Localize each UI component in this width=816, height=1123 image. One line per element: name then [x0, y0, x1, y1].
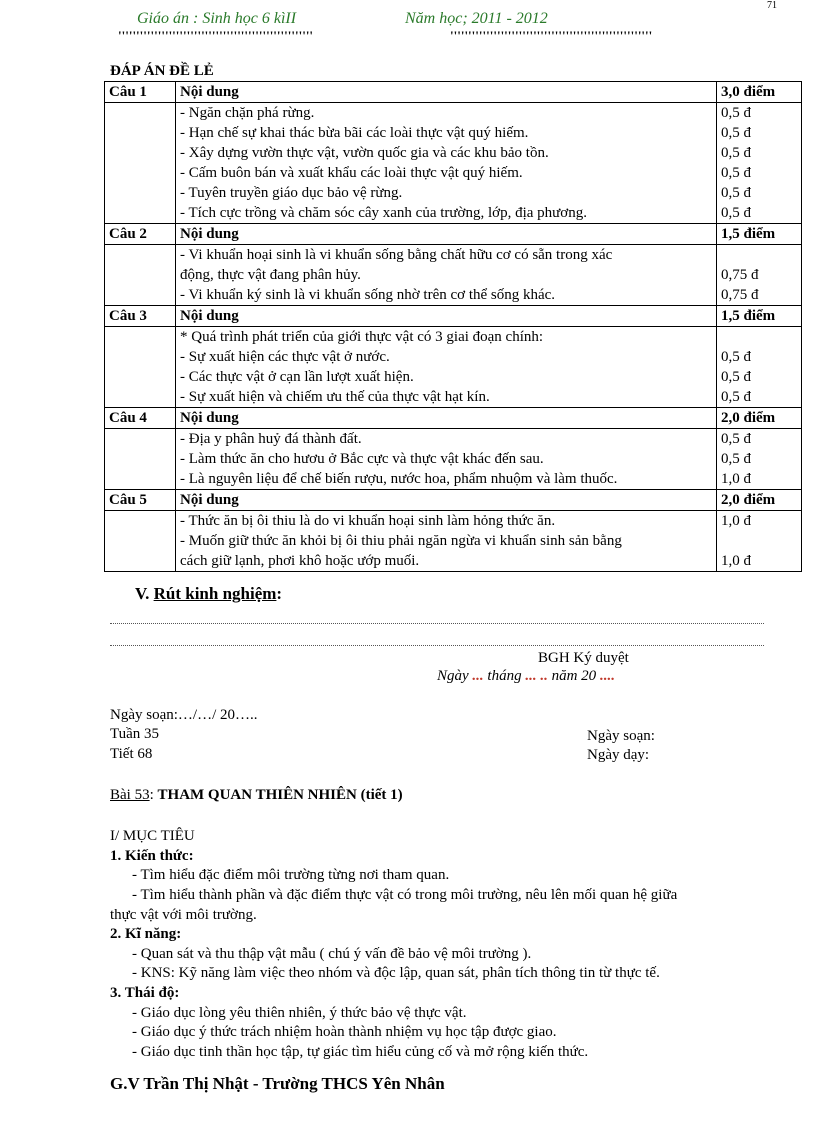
answer-scores	[717, 245, 802, 306]
answer-score: 0,5 đ	[721, 431, 751, 447]
skills-item: - Quan sát và thu thập vật mẫu ( chú ý vấn đề bảo vệ môi trường ).	[132, 946, 532, 962]
answer-line: - Vi khuẩn hoại sinh là vi khuẩn sống bằng chất hữu cơ có sẵn trong xác	[180, 247, 613, 263]
answer-score: 0,5 đ	[721, 369, 751, 385]
answer-line: - Muốn giữ thức ăn khỏi bị ôi thiu phải ngăn ngừa vi khuẩn sinh sản bằng	[180, 533, 622, 549]
question-total-score: 2,0 điểm	[717, 408, 802, 429]
date-year-dots: ....	[599, 668, 615, 684]
page-number: 71	[767, 0, 777, 11]
question-header-row	[105, 306, 802, 327]
content-header: Nội dung	[176, 306, 717, 327]
answer-line: - Cấm buôn bán và xuất khẩu các loài thực vật quý hiếm.	[180, 165, 523, 181]
answer-score: 0,5 đ	[721, 145, 751, 161]
header-subject: Giáo án : Sinh học 6 kìII	[137, 10, 297, 27]
question-label: Câu 5	[105, 490, 176, 511]
skills-heading: 2. Kĩ năng:	[110, 926, 182, 942]
answer-score: 0,75 đ	[721, 287, 759, 303]
answer-line: - Xây dựng vườn thực vật, vườn quốc gia và các khu bảo tồn.	[180, 145, 549, 161]
objectives-heading: I/ MỤC TIÊU	[110, 828, 195, 844]
header-school-year: Năm học; 2011 - 2012	[405, 10, 548, 27]
answer-line: - Tuyên truyền giáo dục bảo vệ rừng.	[180, 185, 403, 201]
answer-score: 0,5 đ	[721, 105, 751, 121]
answer-score: 0,5 đ	[721, 185, 751, 201]
tiet: Tiết 68	[110, 746, 153, 762]
empty-cell	[105, 429, 176, 490]
lesson-label: Bài 53	[110, 787, 150, 803]
answer-line: - Sự xuất hiện và chiếm ưu thế của thực vật hạt kín.	[180, 389, 490, 405]
attitude-item: - Giáo dục tinh thần học tập, tự giác tìm hiểu củng cố và mở rộng kiến thức.	[132, 1044, 589, 1060]
answer-score: 0,5 đ	[721, 451, 751, 467]
question-total-score: 1,5 điểm	[717, 306, 802, 327]
answer-score: 0,75 đ	[721, 267, 759, 283]
answer-lines	[176, 327, 717, 408]
ngay-soan-top: Ngày soạn:…/…/ 20…..	[110, 707, 258, 723]
answer-score: 1,0 đ	[721, 553, 751, 569]
question-total-score: 1,5 điểm	[717, 224, 802, 245]
approval-date	[437, 668, 615, 685]
section-v-heading	[135, 584, 282, 604]
answer-line: động, thực vật đang phân hủy.	[180, 267, 361, 283]
answer-score: 0,5 đ	[721, 165, 751, 181]
question-header-row	[105, 82, 802, 103]
knowledge-item: thực vật với môi trường.	[110, 907, 257, 923]
skills-item: - KNS: Kỹ năng làm việc theo nhóm và độc lập, quan sát, phân tích thông tin từ thực tế.	[132, 965, 660, 981]
answer-line: - Hạn chế sự khai thác bừa bãi các loài thực vật quý hiếm.	[180, 125, 529, 141]
answer-scores	[717, 327, 802, 408]
dotted-line	[110, 623, 764, 624]
answer-score	[721, 327, 797, 347]
answer-line: - Thức ăn bị ôi thiu là do vi khuẩn hoại sinh làm hỏng thức ăn.	[180, 513, 556, 529]
content-header: Nội dung	[176, 82, 717, 103]
tuan: Tuần 35	[110, 726, 160, 742]
answer-score	[721, 245, 797, 265]
answer-line: cách giữ lạnh, phơi khô hoặc ướp muối.	[180, 553, 420, 569]
question-content-row	[105, 245, 802, 306]
header-dots-right: ''''''''''''''''''''''''''''''''''''''''''''''''''''''''	[450, 28, 653, 43]
header-dots-left: ''''''''''''''''''''''''''''''''''''''''''''''''''''''	[118, 28, 314, 43]
lesson-sep: :	[149, 787, 158, 803]
attitude-item: - Giáo dục lòng yêu thiên nhiên, ý thức bảo vệ thực vật.	[132, 1005, 467, 1021]
question-content-row	[105, 429, 802, 490]
date-month-label: tháng	[483, 668, 526, 684]
question-content-row	[105, 103, 802, 224]
question-header-row	[105, 224, 802, 245]
content-header: Nội dung	[176, 408, 717, 429]
answer-line: - Địa y phân huỷ đá thành đất.	[180, 431, 362, 447]
question-header-row	[105, 490, 802, 511]
question-label: Câu 2	[105, 224, 176, 245]
empty-cell	[105, 511, 176, 572]
answer-line: - Các thực vật ở cạn lần lượt xuất hiện.	[180, 369, 414, 385]
lesson-title	[110, 787, 403, 804]
question-content-row	[105, 327, 802, 408]
date-day-dots: ...	[472, 668, 484, 684]
date-year-label: năm 20	[547, 668, 600, 684]
answer-line: - Tích cực trồng và chăm sóc cây xanh của trường, lớp, địa phương.	[180, 205, 587, 221]
answer-score: 0,5 đ	[721, 389, 751, 405]
question-label: Câu 1	[105, 82, 176, 103]
section-v-title: Rút kinh nghiệm	[153, 584, 277, 603]
question-label: Câu 3	[105, 306, 176, 327]
section-v-suffix: :	[276, 584, 283, 603]
answer-scores	[717, 511, 802, 572]
knowledge-item: - Tìm hiểu đặc điểm môi trường từng nơi tham quan.	[132, 867, 450, 883]
answer-table	[104, 81, 802, 572]
content-header: Nội dung	[176, 224, 717, 245]
question-content-row	[105, 511, 802, 572]
question-label: Câu 4	[105, 408, 176, 429]
answer-score: 1,0 đ	[721, 513, 751, 529]
answer-scores	[717, 103, 802, 224]
knowledge-item: - Tìm hiểu thành phần và đặc điểm thực vật có trong môi trường, nêu lên mối quan hệ giữa	[132, 887, 678, 903]
answer-scores	[717, 429, 802, 490]
answer-line: - Là nguyên liệu để chế biến rượu, nước hoa, phẩm nhuộm và làm thuốc.	[180, 471, 618, 487]
answer-score: 0,5 đ	[721, 349, 751, 365]
answer-score	[721, 531, 797, 551]
ngay-day-right: Ngày dạy:	[587, 747, 650, 763]
answer-line: - Ngăn chặn phá rừng.	[180, 105, 315, 121]
answer-title: ĐÁP ÁN ĐỀ LẺ	[110, 63, 214, 79]
date-prefix: Ngày	[437, 668, 473, 684]
empty-cell	[105, 245, 176, 306]
answer-lines	[176, 511, 717, 572]
question-header-row	[105, 408, 802, 429]
question-total-score: 2,0 điểm	[717, 490, 802, 511]
section-v-prefix: V.	[135, 584, 154, 603]
attitude-item: - Giáo dục ý thức trách nhiệm hoàn thành nhiệm vụ học tập được giao.	[132, 1024, 557, 1040]
empty-cell	[105, 103, 176, 224]
footer-teacher-school: G.V Trần Thị Nhật - Trường THCS Yên Nhân	[110, 1074, 445, 1093]
bgh-signature: BGH Ký duyệt	[538, 650, 629, 666]
date-month-dots: ... ..	[525, 668, 548, 684]
answer-score: 0,5 đ	[721, 125, 751, 141]
answer-lines	[176, 429, 717, 490]
answer-line: * Quá trình phát triển của giới thực vật có 3 giai đoạn chính:	[180, 329, 544, 345]
attitude-heading: 3. Thái độ:	[110, 985, 180, 1001]
answer-line: - Vi khuẩn ký sinh là vi khuẩn sống nhờ trên cơ thể sống khác.	[180, 287, 556, 303]
content-header: Nội dung	[176, 490, 717, 511]
knowledge-heading: 1. Kiến thức:	[110, 848, 194, 864]
answer-lines	[176, 245, 717, 306]
dotted-line	[110, 645, 764, 646]
answer-lines	[176, 103, 717, 224]
answer-line: - Sự xuất hiện các thực vật ở nước.	[180, 349, 390, 365]
lesson-name: THAM QUAN THIÊN NHIÊN (tiết 1)	[157, 787, 403, 803]
answer-line: - Làm thức ăn cho hươu ở Bắc cực và thực vật khác đến sau.	[180, 451, 544, 467]
answer-score: 0,5 đ	[721, 205, 751, 221]
question-total-score: 3,0 điểm	[717, 82, 802, 103]
answer-score: 1,0 đ	[721, 471, 751, 487]
ngay-soan-right: Ngày soạn:	[587, 728, 655, 744]
empty-cell	[105, 327, 176, 408]
